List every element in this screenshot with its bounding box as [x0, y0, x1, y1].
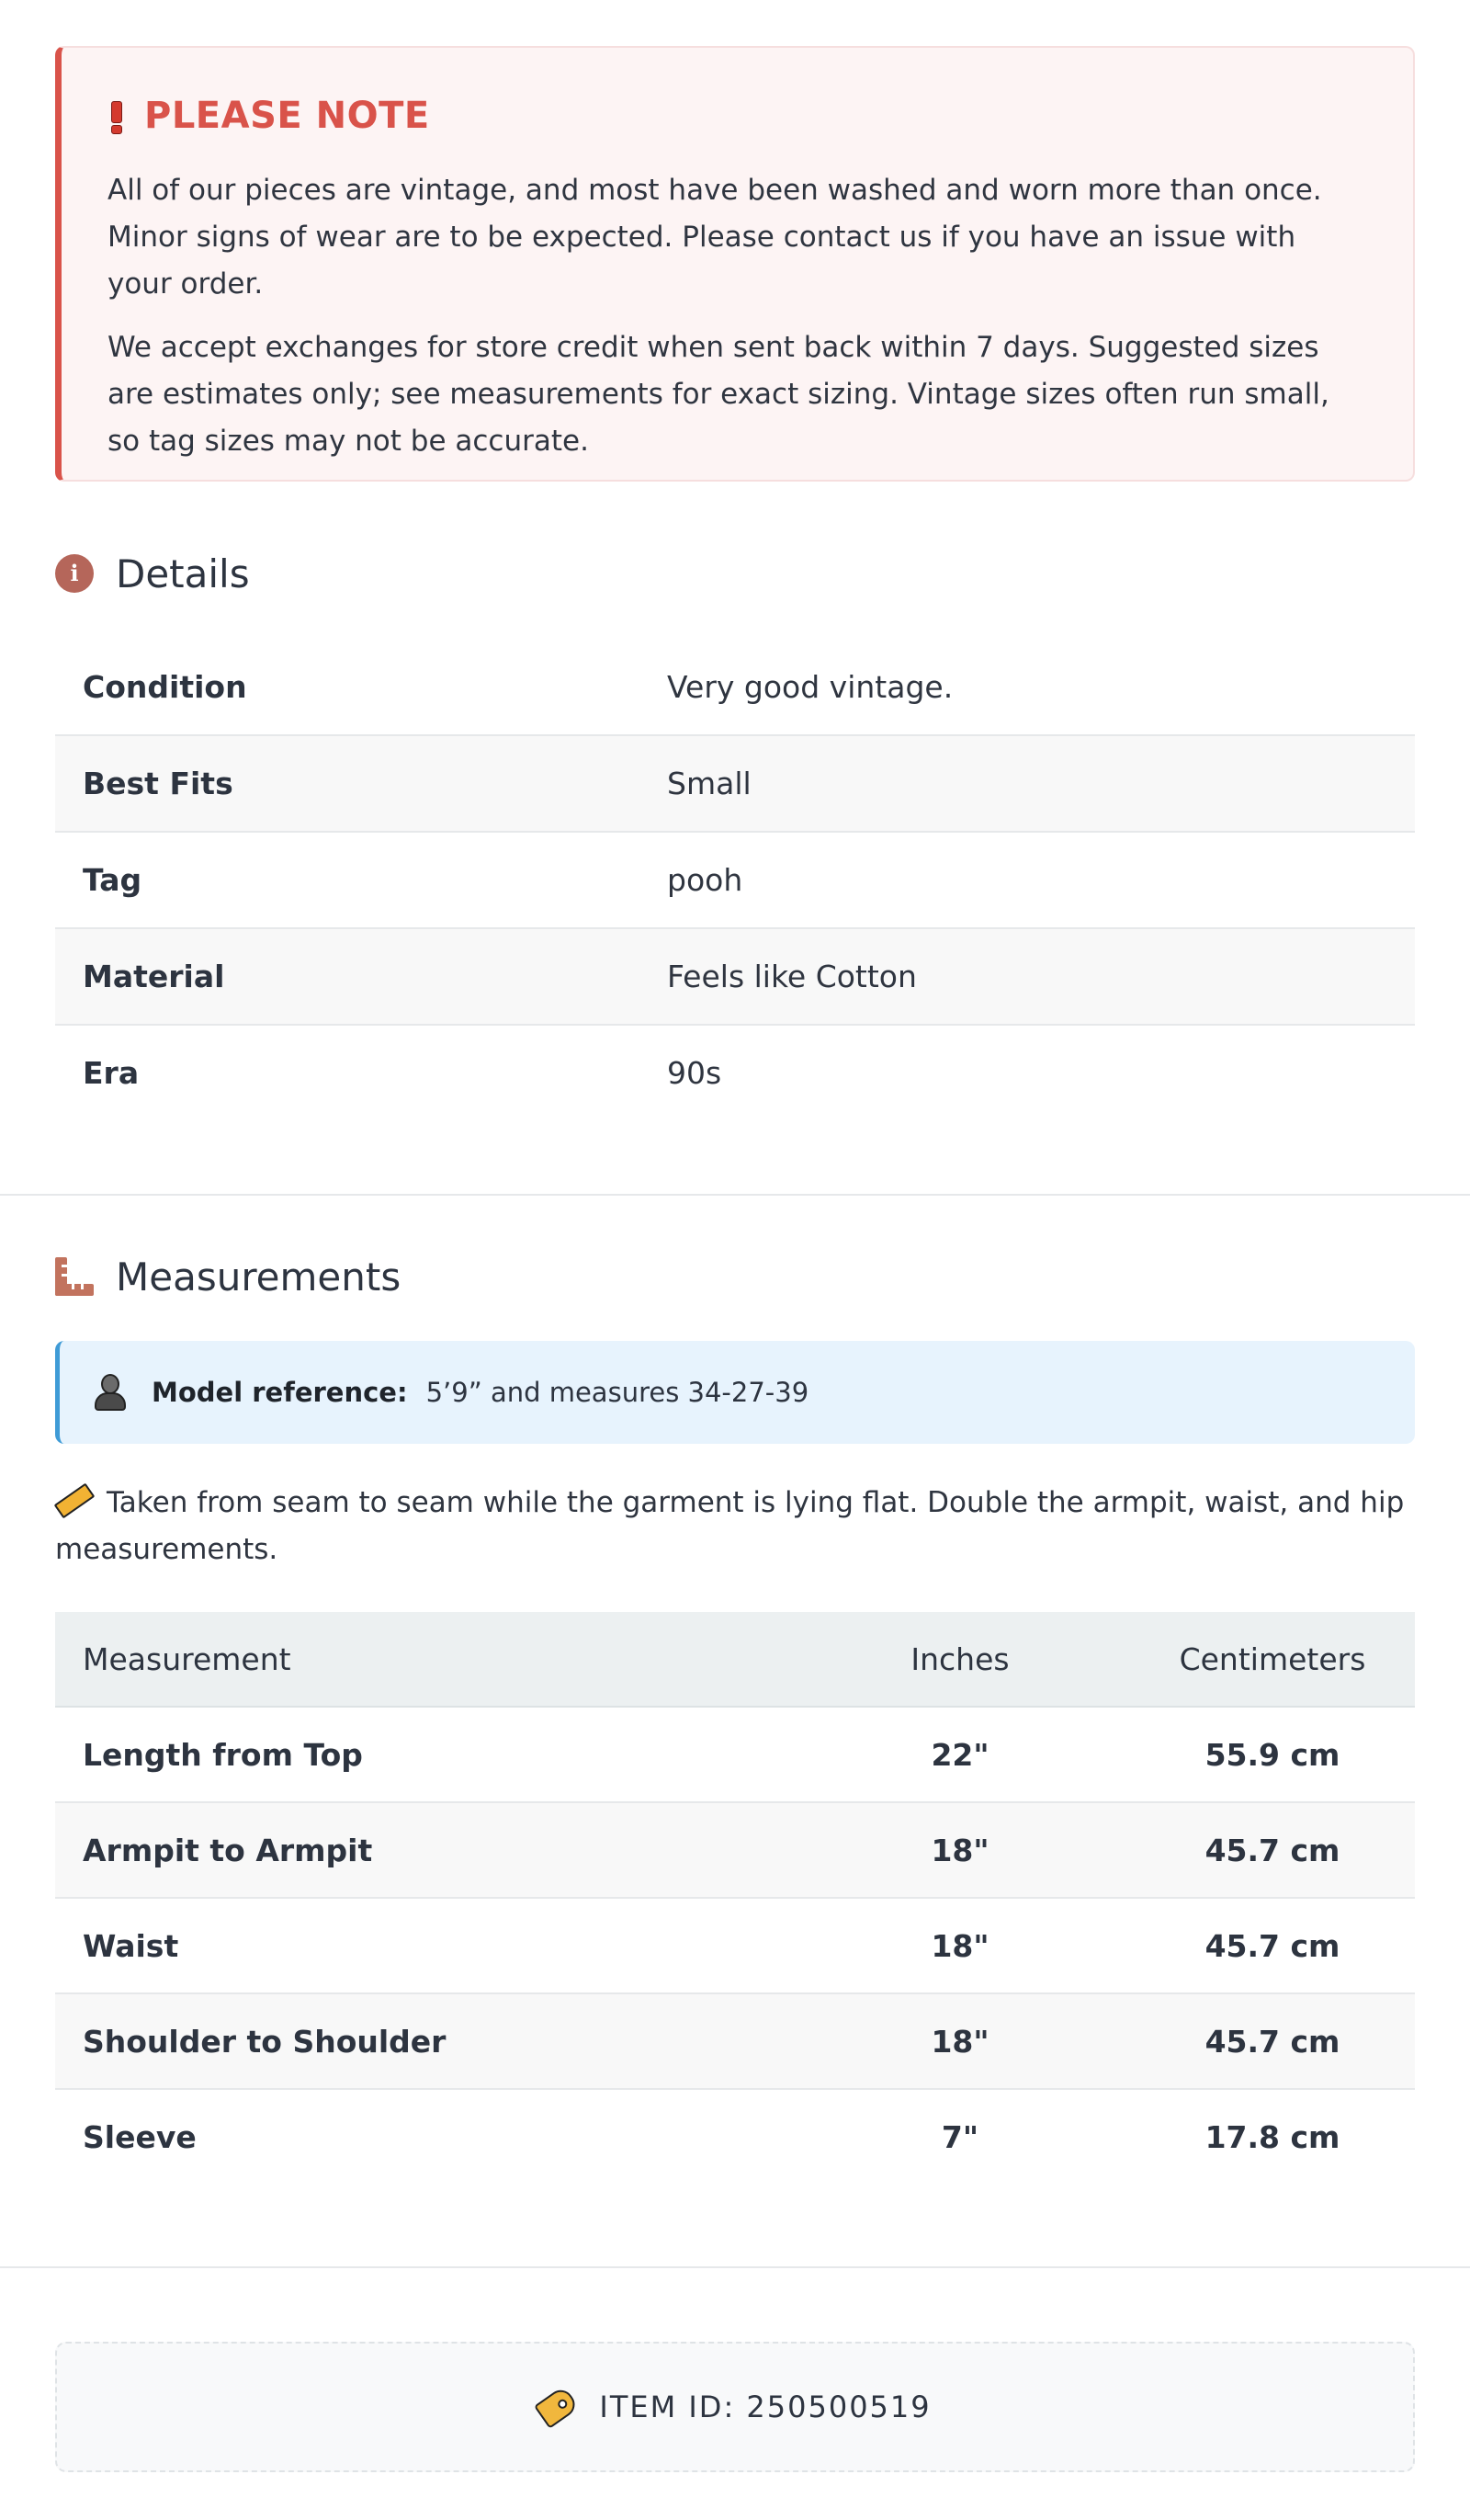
table-row — [55, 640, 1415, 736]
tag-icon — [534, 2385, 580, 2429]
detail-label: Tag — [83, 862, 142, 898]
measurement-inches: 18" — [931, 2023, 989, 2060]
details-table — [55, 640, 1415, 1120]
detail-label: Best Fits — [83, 766, 233, 801]
table-row — [55, 1708, 1415, 1803]
item-id-label: ITEM ID: 250500519 — [599, 2389, 932, 2424]
measurement-note — [55, 1480, 1415, 1573]
notice-title: PLEASE NOTE — [144, 95, 430, 137]
measurement-note-text: Taken from seam to seam while the garment is lying flat. Double the armpit, waist, and hip measurements. — [55, 1486, 1405, 1566]
ruler-icon — [55, 1257, 94, 1296]
measurement-inches: 18" — [931, 1832, 989, 1868]
table-row — [55, 1026, 1415, 1120]
measurement-name: Waist — [83, 1927, 179, 1964]
table-row — [55, 929, 1415, 1026]
detail-value: pooh — [667, 862, 743, 898]
model-reference-value: 5’9” and measures 34-27-39 — [425, 1377, 809, 1408]
measurement-name: Shoulder to Shoulder — [83, 2023, 447, 2060]
detail-value: Small — [667, 766, 752, 801]
details-header — [55, 546, 1415, 601]
table-row — [55, 736, 1415, 833]
model-reference-box — [55, 1341, 1415, 1444]
measurement-cm: 45.7 cm — [1204, 2023, 1340, 2060]
measurements-table — [55, 1612, 1415, 2184]
measurements-title: Measurements — [116, 1254, 401, 1300]
column-header-measurement: Measurement — [83, 1640, 291, 1677]
details-title: Details — [116, 551, 250, 596]
column-header-centimeters: Centimeters — [1179, 1640, 1366, 1677]
measurement-cm: 55.9 cm — [1204, 1736, 1340, 1773]
measurement-cm: 45.7 cm — [1204, 1927, 1340, 1964]
item-id-box — [55, 2342, 1415, 2472]
measurement-name: Length from Top — [83, 1736, 363, 1773]
info-icon: i — [55, 554, 94, 593]
measurement-cm: 45.7 cm — [1204, 1832, 1340, 1868]
section-divider — [0, 2266, 1470, 2268]
detail-value: Feels like Cotton — [667, 959, 917, 994]
exclamation-icon — [107, 99, 124, 132]
section-divider — [0, 1194, 1470, 1196]
detail-value: 90s — [667, 1055, 722, 1091]
notice-paragraph: All of our pieces are vintage, and most have been washed and worn more than once. Minor signs of wear are to be expected. Please contact us if you have an issue with your order. — [107, 174, 1322, 301]
table-header — [55, 1612, 1415, 1708]
table-row — [55, 1803, 1415, 1899]
measurements-header — [55, 1249, 1415, 1304]
measurement-inches: 22" — [931, 1736, 989, 1773]
table-row — [55, 2090, 1415, 2184]
measurement-name: Sleeve — [83, 2118, 197, 2155]
detail-label: Condition — [83, 669, 247, 705]
table-row — [55, 833, 1415, 929]
measurement-name: Armpit to Armpit — [83, 1832, 373, 1868]
measurement-inches: 18" — [931, 1927, 989, 1964]
measurement-cm: 17.8 cm — [1204, 2118, 1340, 2155]
notice-header — [107, 96, 1367, 136]
detail-value: Very good vintage. — [667, 669, 954, 705]
model-reference-label: Model reference: — [152, 1377, 408, 1408]
column-header-inches: Inches — [910, 1640, 1010, 1677]
person-icon — [95, 1374, 126, 1411]
table-row — [55, 1899, 1415, 1994]
detail-label: Material — [83, 959, 225, 994]
notice-paragraph: We accept exchanges for store credit when sent back within 7 days. Suggested sizes are estimates only; see measurements for exact sizing. Vintage sizes often run small, so tag sizes may not be accurate. — [107, 331, 1329, 458]
please-note-box — [55, 46, 1415, 482]
table-row — [55, 1994, 1415, 2090]
detail-label: Era — [83, 1055, 140, 1091]
measurement-inches: 7" — [941, 2118, 979, 2155]
pencil-icon — [54, 1482, 96, 1518]
